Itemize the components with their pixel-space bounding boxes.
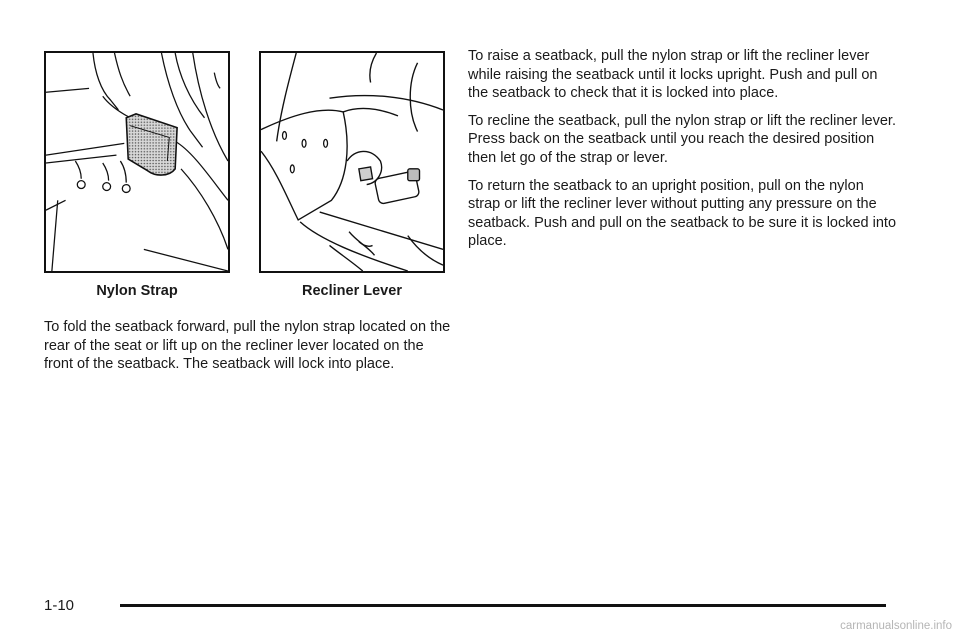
page-number: 1-10: [44, 597, 75, 614]
footer-divider: [120, 604, 886, 607]
nylon-strap-illustration: [46, 53, 228, 271]
paragraph-fold-forward: To fold the seatback forward, pull the nylon strap located on the rear of the seat or lift up on the recliner lever located on the front of the seatback. The seatback will lock into place.: [44, 319, 451, 373]
figure-caption-nylon-strap: Nylon Strap: [96, 283, 178, 299]
watermark: carmanualsonline.info: [840, 620, 952, 632]
nylon-strap-figure: [44, 51, 230, 273]
paragraph-return-upright: To return the seatback to an upright position, pull on the nylon strap or lift the recliner lever without putting any pressure on the seatback. Push and pull on the seatback to be sure it is locked into place.: [468, 177, 897, 250]
recliner-lever-figure: [259, 51, 445, 273]
right-column: [468, 47, 898, 260]
figure-caption-recliner-lever: Recliner Lever: [302, 283, 402, 299]
paragraph-recline: To recline the seatback, pull the nylon strap or lift the recliner lever. Press back on the seatback until you reach the desired position then let go of the strap or lever.: [468, 112, 896, 166]
recliner-lever-illustration: [261, 53, 443, 271]
paragraph-raise: To raise a seatback, pull the nylon strap or lift the recliner lever while raising the seatback until it locks upright. Push and pull on the seatback to check that it is locked into place.: [468, 48, 878, 102]
